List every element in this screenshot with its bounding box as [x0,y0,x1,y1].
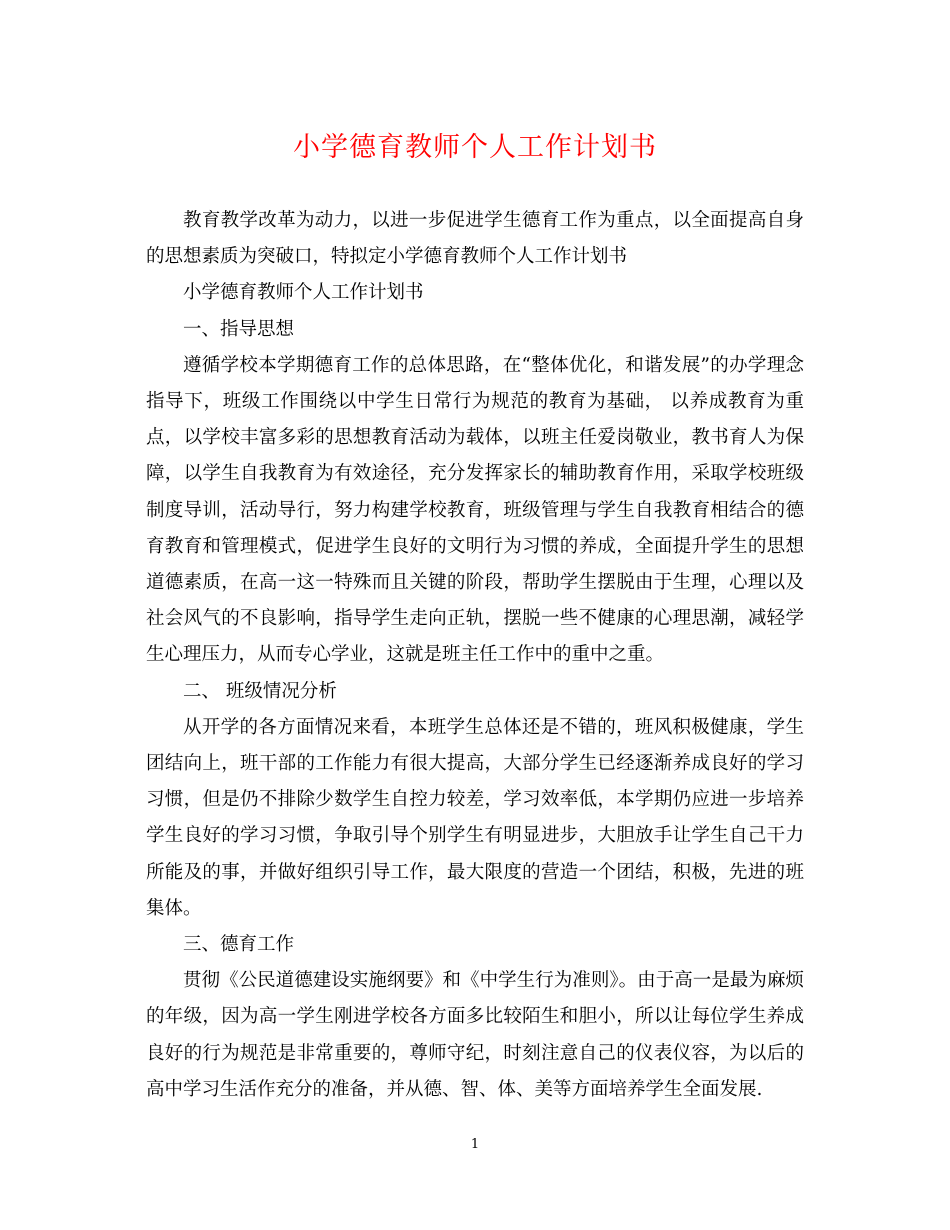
document-body [146,203,804,1108]
section-heading-class-analysis: 二、 班级情况分析 [183,680,337,702]
class-analysis-paragraph: 从开学的各方面情况来看，本班学生总体还是不错的，班风积极健康，学生团结向上，班干部的工作能力有很大提高，大部分学生已经逐渐养成良好的学习习惯，但是仍不排除少数学生自控力较差，学习效率低，本学期仍应进一步培养学生良好的学习习惯，争取引导个别学生有明显进步，大胆放手让学生自己干力所能及的事，并做好组织引导工作，最大限度的营造一个团结，积极，先进的班集体。 [146,716,804,919]
subtitle-line: 小学德育教师个人工作计划书 [183,282,424,304]
guiding-thought-paragraph: 遵循学校本学期德育工作的总体思路，在“整体优化，和谐发展”的办学理念指导下，班级工作围绕以中学生日常行为规范的教育为基础， 以养成教育为重点，以学校丰富多彩的思想教育活动为载体，以班主任爱岗敬业，教书育人为保障，以学生自我教育为有效途径，充分发挥家长的辅助教育作用，采取学校班级制度导训，活动导行，努力构建学校教育，班级管理与学生自我教育相结合的德育教育和管理模式，促进学生良好的文明行为习惯的养成，全面提升学生的思想道德素质，在高一这一特殊而且关键的阶段，帮助学生摆脱由于生理，心理以及社会风气的不良影响，指导学生走向正轨，摆脱一些不健康的心理思潮，减轻学生心理压力，从而专心学业，这就是班主任工作中的重中之重。 [146,354,804,666]
page-number: 1 [470,1137,480,1152]
moral-work-paragraph: 贯彻《公民道德建设实施纲要》和《中学生行为准则》。由于高一是最为麻烦的年级，因为高一学生刚进学校各方面多比较陌生和胆小，所以让每位学生养成良好的行为规范是非常重要的，尊师守纪，时刻注意自己的仪表仪容，为以后的高中学习生活作充分的准备，并从德、智、体、美等方面培养学生全面发展. [146,970,804,1100]
section-heading-moral-work: 三、德育工作 [183,934,295,956]
intro-paragraph: 教育教学改革为动力，以进一步促进学生德育工作为重点，以全面提高自身的思想素质为突破口，特拟定小学德育教师个人工作计划书 [146,210,804,268]
document-title: 小学德育教师个人工作计划书 [293,132,657,163]
section-heading-guiding-thought: 一、指导思想 [183,318,295,340]
